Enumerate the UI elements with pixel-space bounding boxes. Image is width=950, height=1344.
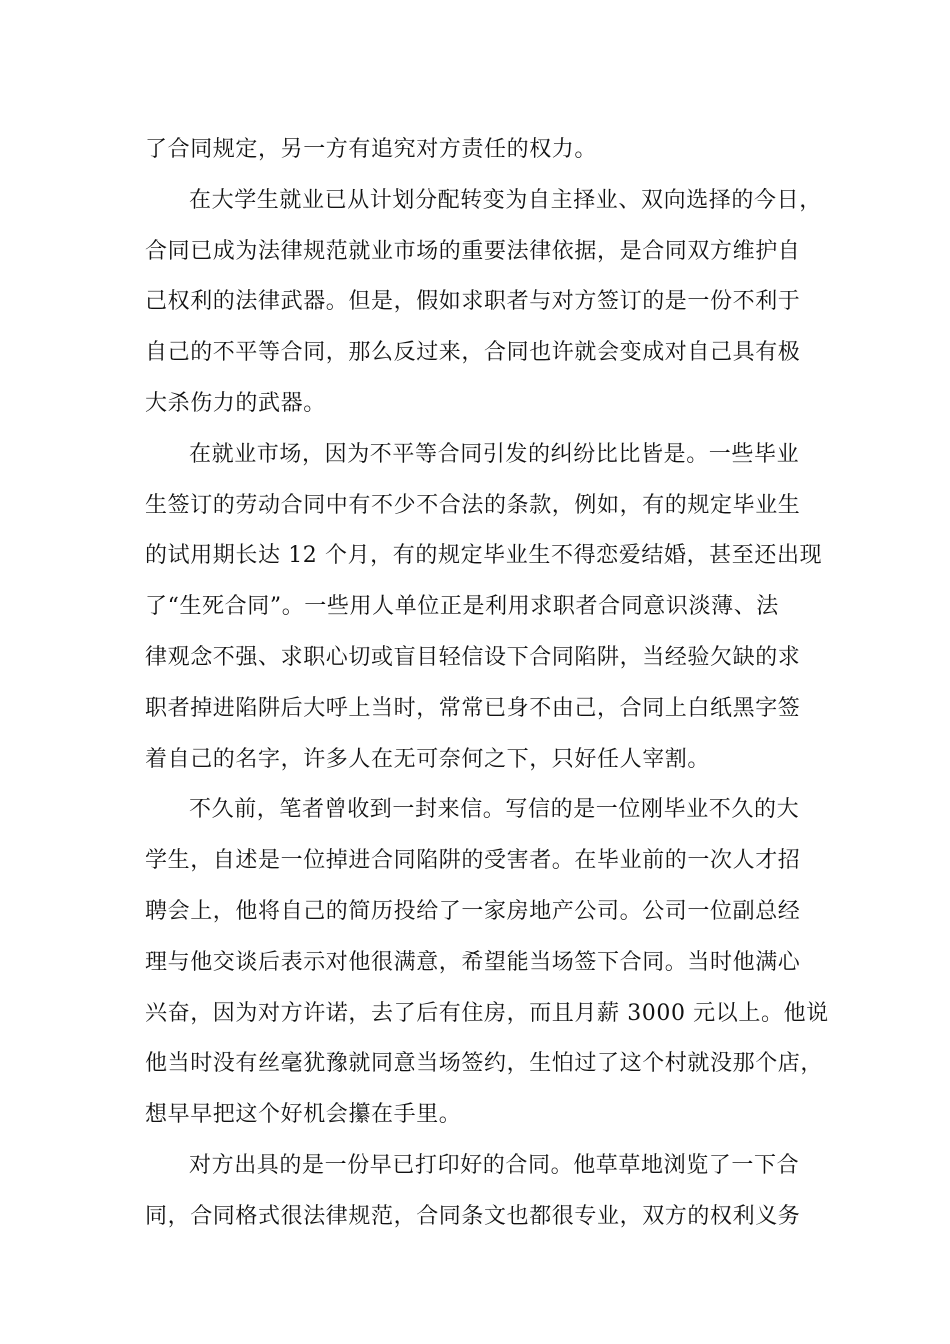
text-line: 着自己的名字，许多人在无可奈何之下，只好任人宰割。: [145, 746, 711, 772]
text-line: 了“生死合同”。一些用人单位正是利用求职者合同意识淡薄、法: [145, 594, 779, 620]
body-text: [145, 125, 845, 1243]
paragraph-first-line: 在大学生就业已从计划分配转变为自主择业、双向选择的今日，: [189, 187, 822, 213]
text-line: 聘会上，他将自己的简历投给了一家房地产公司。公司一位副总经: [145, 898, 801, 924]
text-line: 律观念不强、求职心切或盲目轻信设下合同陷阱，当经验欠缺的求: [145, 644, 801, 670]
paragraph-first-line: 在就业市场，因为不平等合同引发的纠纷比比皆是。一些毕业: [189, 441, 800, 467]
text-line: 自己的不平等合同，那么反过来，合同也许就会变成对自己具有极: [145, 340, 801, 366]
text-line: 想早早把这个好机会攥在手里。: [145, 1102, 462, 1128]
text-line: 生签订的劳动合同中有不少不合法的条款，例如，有的规定毕业生: [145, 492, 801, 518]
text-line: 兴奋，因为对方许诺，去了后有住房，而且月薪 3000 元以上。他说: [145, 1000, 829, 1026]
text-line: 职者掉进陷阱后大呼上当时，常常已身不由己，合同上白纸黑字签: [145, 695, 801, 721]
text-line: 大杀伤力的武器。: [145, 390, 326, 416]
text-line: 的试用期长达 12 个月，有的规定毕业生不得恋爱结婚，甚至还出现: [145, 543, 823, 569]
text-line: 了合同规定，另一方有追究对方责任的权力。: [145, 137, 598, 162]
text-line: 学生，自述是一位掉进合同陷阱的受害者。在毕业前的一次人才招: [145, 848, 801, 874]
text-line: 理与他交谈后表示对他很满意，希望能当场签下合同。当时他满心: [145, 949, 801, 975]
paragraph-first-line: 对方出具的是一份早已打印好的合同。他草草地浏览了一下合: [189, 1152, 800, 1178]
text-line: 己权利的法律武器。但是，假如求职者与对方签订的是一份不利于: [145, 289, 801, 315]
text-line: 同，合同格式很法律规范，合同条文也都很专业，双方的权利义务: [145, 1203, 801, 1229]
text-line: 合同已成为法律规范就业市场的重要法律依据，是合同双方维护自: [145, 238, 801, 264]
text-line: 他当时没有丝毫犹豫就同意当场签约，生怕过了这个村就没那个店，: [145, 1051, 824, 1077]
paragraph-first-line: 不久前，笔者曾收到一封来信。写信的是一位刚毕业不久的大: [189, 797, 800, 823]
